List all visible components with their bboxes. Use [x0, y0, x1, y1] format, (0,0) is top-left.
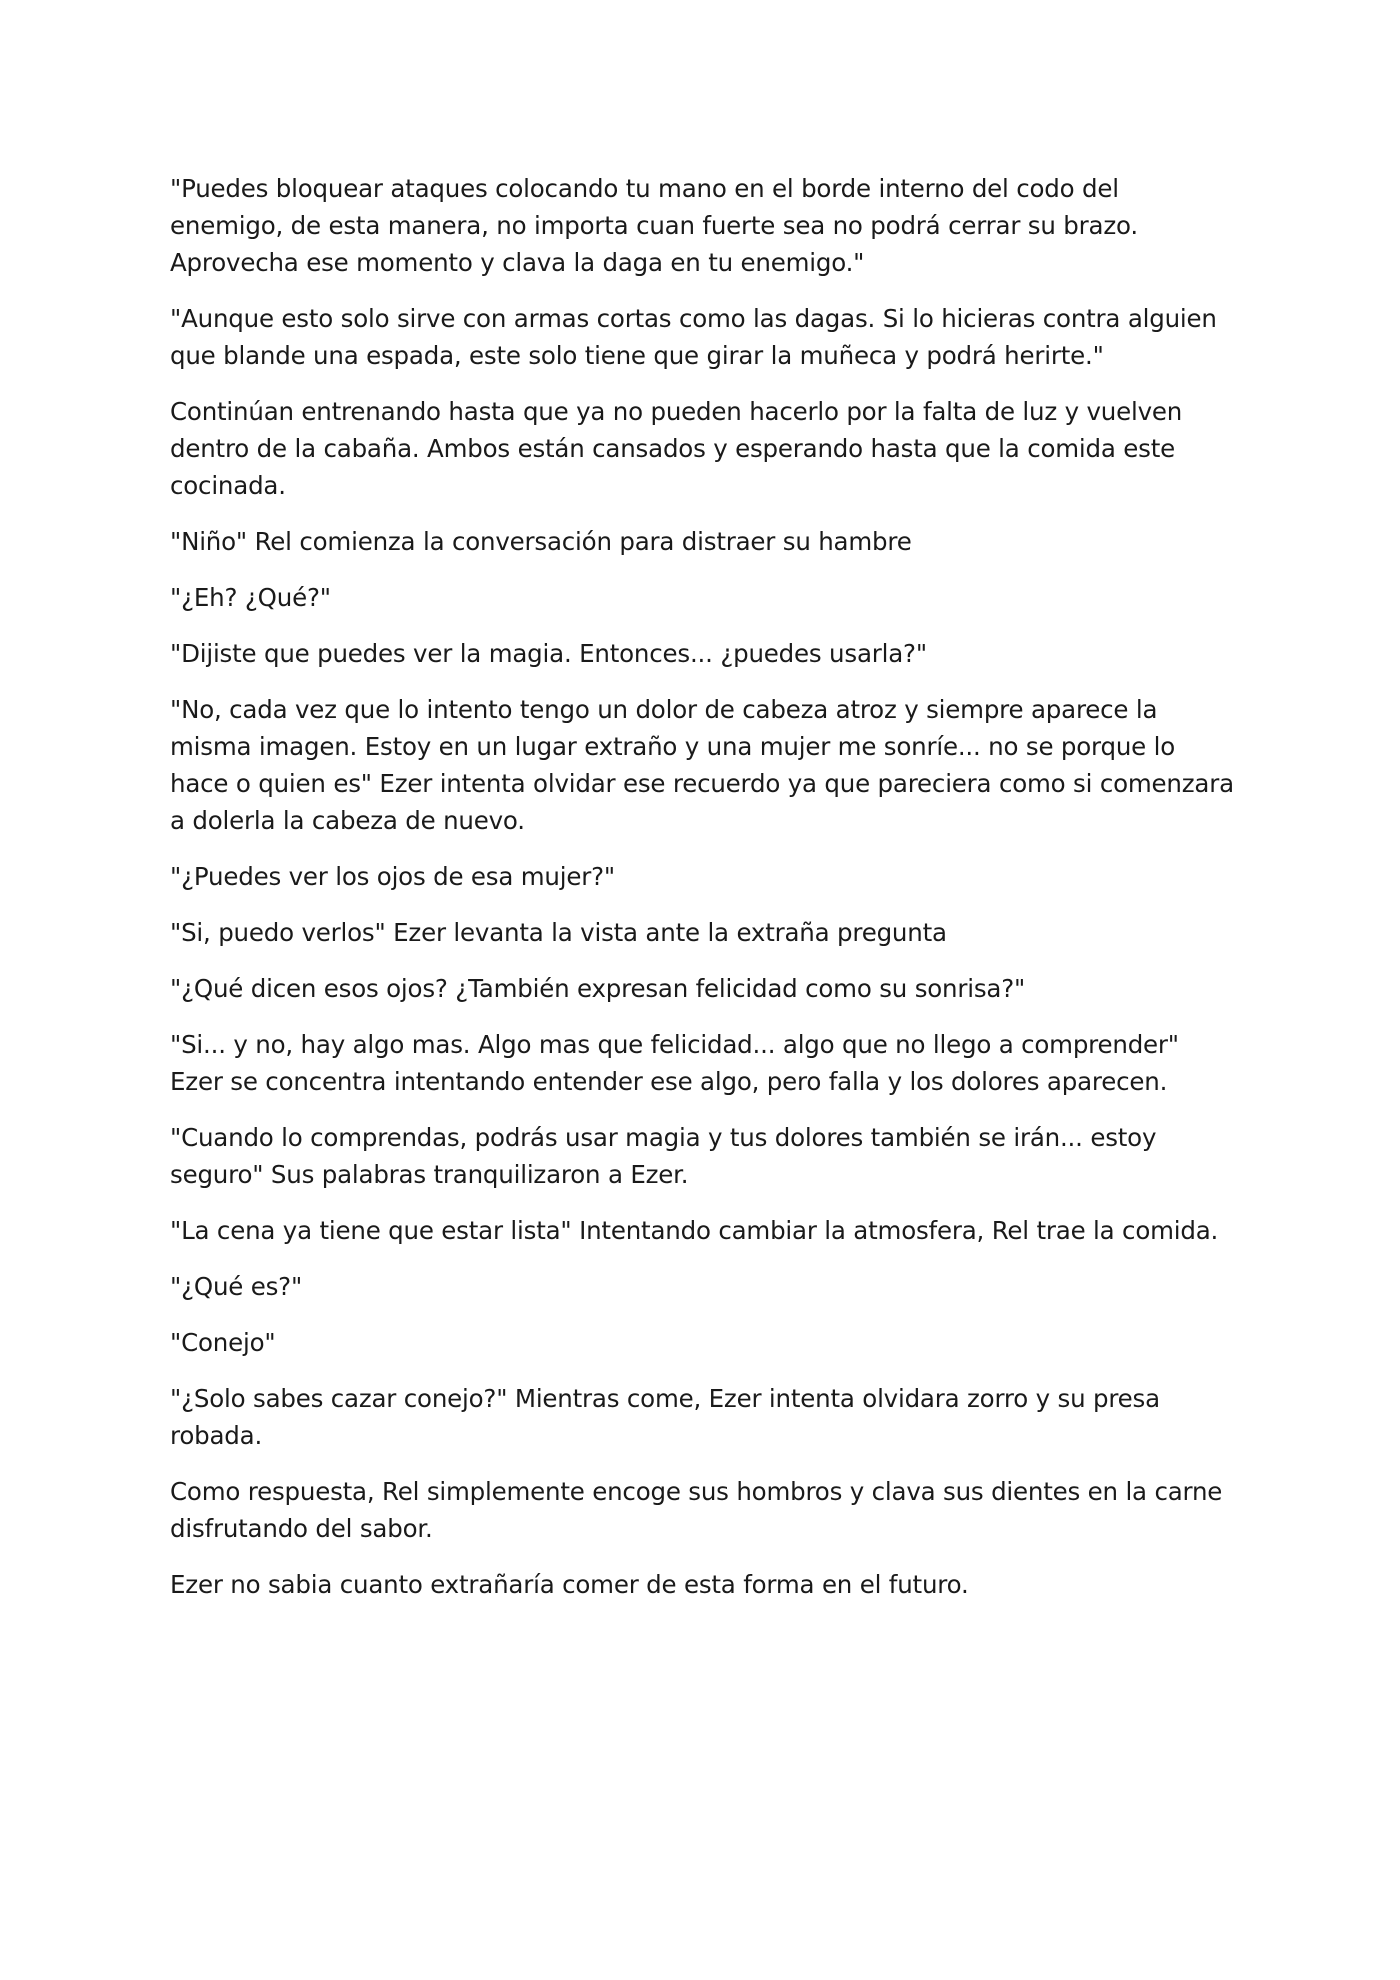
paragraph-16: "¿Solo sabes cazar conejo?" Mientras come, Ezer intenta olvidara zorro y su presa robada. — [170, 1384, 1160, 1450]
paragraph-13: "La cena ya tiene que estar lista" Intentando cambiar la atmosfera, Rel trae la comida. — [170, 1216, 1219, 1245]
paragraph-14: "¿Qué es?" — [170, 1272, 303, 1301]
paragraph-5: "¿Eh? ¿Qué?" — [170, 583, 331, 612]
paragraph-3: Continúan entrenando hasta que ya no pueden hacerlo por la falta de luz y vuelven dentro de la cabaña. Ambos están cansados y esperando hasta que la comida este cocinada. — [170, 397, 1183, 500]
paragraph-10: "¿Qué dicen esos ojos? ¿También expresan felicidad como su sonrisa?" — [170, 974, 1026, 1003]
paragraph-17: Como respuesta, Rel simplemente encoge sus hombros y clava sus dientes en la carne disfrutando del sabor. — [170, 1477, 1223, 1543]
paragraph-1: "Puedes bloquear ataques colocando tu mano en el borde interno del codo del enemigo, de esta manera, no importa cuan fuerte sea no podrá cerrar su brazo. Aprovecha ese momento y clava la daga en tu enemigo." — [170, 174, 1138, 277]
paragraph-9: "Si, puedo verlos" Ezer levanta la vista ante la extraña pregunta — [170, 918, 947, 947]
paragraph-12: "Cuando lo comprendas, podrás usar magia y tus dolores también se irán... estoy seguro" Sus palabras tranquilizaron a Ezer. — [170, 1123, 1157, 1189]
document-body — [170, 170, 1235, 1622]
paragraph-7: "No, cada vez que lo intento tengo un dolor de cabeza atroz y siempre aparece la misma imagen. Estoy en un lugar extraño y una mujer me sonríe... no se porque lo hace o quien es" Ezer intenta olvidar ese recuerdo ya que pareciera como si comenzara a dolerla la cabeza de nuevo. — [170, 695, 1234, 835]
paragraph-18: Ezer no sabia cuanto extrañaría comer de esta forma en el futuro. — [170, 1570, 969, 1599]
paragraph-8: "¿Puedes ver los ojos de esa mujer?" — [170, 862, 615, 891]
paragraph-15: "Conejo" — [170, 1328, 276, 1357]
paragraph-11: "Si... y no, hay algo mas. Algo mas que felicidad... algo que no llego a comprender" Ezer se concentra intentando entender ese algo, pero falla y los dolores aparecen. — [170, 1030, 1179, 1096]
paragraph-2: "Aunque esto solo sirve con armas cortas como las dagas. Si lo hicieras contra alguien que blande una espada, este solo tiene que girar la muñeca y podrá herirte." — [170, 304, 1217, 370]
paragraph-6: "Dijiste que puedes ver la magia. Entonces... ¿puedes usarla?" — [170, 639, 927, 668]
paragraph-4: "Niño" Rel comienza la conversación para distraer su hambre — [170, 527, 912, 556]
